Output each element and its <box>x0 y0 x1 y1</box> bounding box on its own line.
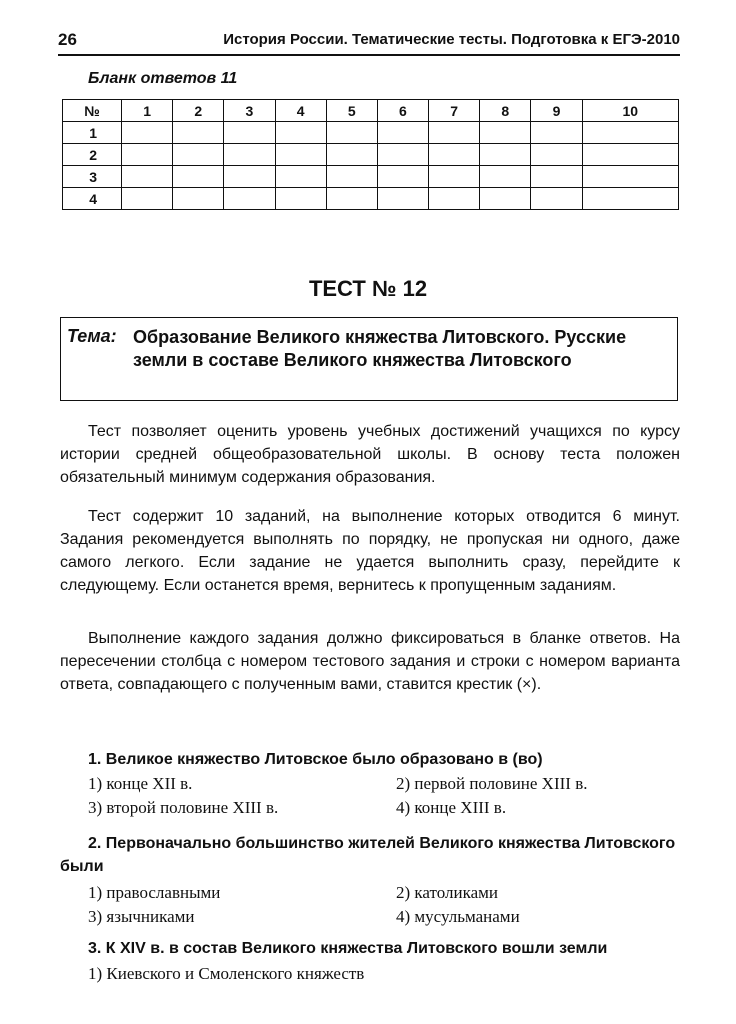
answer-cell[interactable] <box>122 122 173 144</box>
answer-option[interactable]: 1) православными <box>88 883 221 902</box>
answer-cell[interactable] <box>326 122 377 144</box>
answer-option[interactable]: 2) католиками <box>396 883 498 902</box>
topic-label: Тема: <box>67 326 117 346</box>
column-header: 8 <box>480 100 531 122</box>
answer-cell[interactable] <box>429 166 480 188</box>
answer-option[interactable]: 4) конце XIII в. <box>396 798 507 817</box>
answer-cell[interactable] <box>480 188 531 210</box>
column-header: 6 <box>377 100 428 122</box>
answer-cell[interactable] <box>173 144 224 166</box>
intro-paragraph: Тест позволяет оценить уровень учебных достижений учащихся по курсу истории средней общеобразовательной школы. В основу теста положен обязательный минимум содержания образования. <box>60 423 680 486</box>
column-header: 3 <box>224 100 275 122</box>
answer-cell[interactable] <box>429 144 480 166</box>
answer-cell[interactable] <box>531 144 582 166</box>
answer-cell[interactable] <box>173 188 224 210</box>
answer-cell[interactable] <box>531 166 582 188</box>
answer-cell[interactable] <box>480 166 531 188</box>
column-header: 2 <box>173 100 224 122</box>
answer-cell[interactable] <box>582 122 678 144</box>
topic-text: Образование Великого княжества Литовского. Русские земли в составе Великого княжества Литовского <box>133 327 627 370</box>
answer-cell[interactable] <box>173 166 224 188</box>
table-row <box>63 166 679 188</box>
answer-cell[interactable] <box>224 144 275 166</box>
table-header-row <box>63 100 679 122</box>
answer-cell[interactable] <box>377 166 428 188</box>
intro-paragraph: Выполнение каждого задания должно фиксироваться в бланке ответов. На пересечении столбца с номером тестового задания и строки с номером варианта ответа, совпадающего с полученным вами, ставится крестик (×). <box>60 630 680 693</box>
table-corner-cell: № <box>63 100 122 122</box>
answer-cell[interactable] <box>377 144 428 166</box>
intro-paragraph: Тест содержит 10 заданий, на выполнение которых отводится 6 минут. Задания рекомендуется выполнять по порядку, не пропуская ни одного, даже самого легкого. Если задание не удается выполнить сразу, перейдите к следующему. Если останется время, вернитесь к пропущенным заданиям. <box>60 508 680 594</box>
page-header <box>58 30 680 56</box>
answer-cell[interactable] <box>480 122 531 144</box>
column-header: 5 <box>326 100 377 122</box>
answer-cell[interactable] <box>224 166 275 188</box>
column-header: 1 <box>122 100 173 122</box>
page-number: 26 <box>58 30 77 49</box>
answer-cell[interactable] <box>531 122 582 144</box>
answer-option[interactable]: 4) мусульманами <box>396 907 520 926</box>
answer-cell[interactable] <box>122 188 173 210</box>
row-header: 3 <box>63 166 122 188</box>
answer-cell[interactable] <box>531 188 582 210</box>
answer-cell[interactable] <box>429 122 480 144</box>
answer-cell[interactable] <box>173 122 224 144</box>
topic-box <box>60 317 678 401</box>
answer-cell[interactable] <box>275 166 326 188</box>
row-header: 4 <box>63 188 122 210</box>
table-row <box>63 122 679 144</box>
answer-cell[interactable] <box>326 166 377 188</box>
answer-option[interactable]: 1) конце XII в. <box>88 774 193 793</box>
answer-cell[interactable] <box>480 144 531 166</box>
answer-cell[interactable] <box>275 144 326 166</box>
table-row <box>63 144 679 166</box>
test-title: ТЕСТ № 12 <box>308 276 428 301</box>
answer-option[interactable]: 2) первой половине XIII в. <box>396 774 588 793</box>
table-row <box>63 188 679 210</box>
question-text: 2. Первоначально большинство жителей Великого княжества Литовского были <box>60 835 676 875</box>
answer-option[interactable]: 3) язычниками <box>88 907 195 926</box>
running-title: История России. Тематические тесты. Подготовка к ЕГЭ-2010 <box>223 31 680 48</box>
answer-cell[interactable] <box>326 144 377 166</box>
answer-cell[interactable] <box>224 188 275 210</box>
answer-cell[interactable] <box>582 144 678 166</box>
column-header: 4 <box>275 100 326 122</box>
answer-cell[interactable] <box>429 188 480 210</box>
answer-cell[interactable] <box>122 144 173 166</box>
answer-option[interactable]: 1) Киевского и Смоленского княжеств <box>88 964 365 983</box>
row-header: 2 <box>63 144 122 166</box>
answer-sheet-title: Бланк ответов 11 <box>88 70 238 87</box>
answer-cell[interactable] <box>224 122 275 144</box>
question-text: 1. Великое княжество Литовское было образовано в (во) <box>88 751 543 768</box>
answer-cell[interactable] <box>275 188 326 210</box>
row-header: 1 <box>63 122 122 144</box>
answer-cell[interactable] <box>582 166 678 188</box>
answer-cell[interactable] <box>122 166 173 188</box>
answer-option[interactable]: 3) второй половине XIII в. <box>88 798 279 817</box>
column-header: 10 <box>582 100 678 122</box>
answer-cell[interactable] <box>377 188 428 210</box>
column-header: 9 <box>531 100 582 122</box>
answer-cell[interactable] <box>275 122 326 144</box>
column-header: 7 <box>429 100 480 122</box>
answer-cell[interactable] <box>377 122 428 144</box>
answer-cell[interactable] <box>582 188 678 210</box>
answer-cell[interactable] <box>326 188 377 210</box>
answer-sheet-table <box>62 99 679 210</box>
question-text: 3. К XIV в. в состав Великого княжества Литовского вошли земли <box>88 940 608 957</box>
